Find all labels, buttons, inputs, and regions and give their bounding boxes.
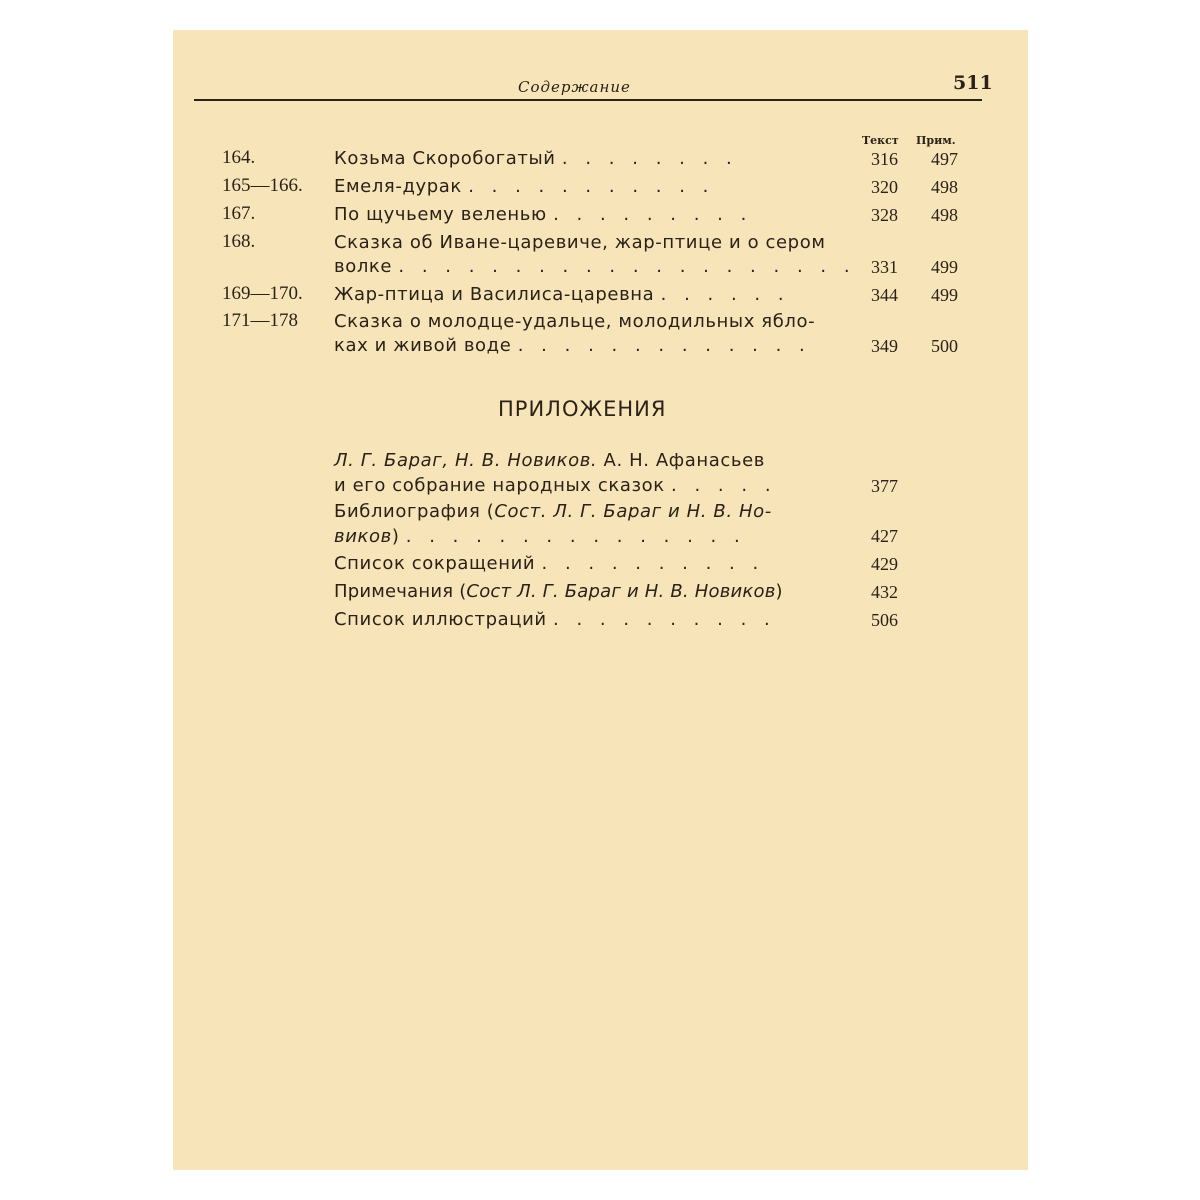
entry-number: 164. [222, 147, 256, 168]
entry-note-page: 500 [931, 336, 958, 356]
appendix-item-line1: Примечания (Сост Л. Г. Бараг и Н. В. Новиков) [334, 581, 783, 602]
appendix-item-line1: Список сокращений . . . . . . . . . . [334, 553, 765, 574]
entry-text-page: 320 [871, 177, 898, 197]
entry-note-page: 498 [931, 205, 958, 225]
appendix-item-line1: Библиография (Сост. Л. Г. Бараг и Н. В. Но- [334, 501, 772, 522]
entry-text-page: 316 [871, 149, 898, 169]
appendix-item-page: 506 [871, 610, 898, 630]
entry-text-page: 331 [871, 257, 898, 277]
appendix-item-page: 432 [871, 582, 898, 602]
entry-number: 165—166. [222, 175, 303, 196]
entry-number: 171—178 [222, 310, 298, 331]
entry-note-page: 499 [931, 257, 958, 277]
appendix-item-page: 429 [871, 554, 898, 574]
page-number: 511 [953, 72, 993, 94]
appendix-heading: ПРИЛОЖЕНИЯ [498, 397, 667, 421]
entry-title: По щучьему веленью . . . . . . . . . [334, 204, 753, 225]
appendix-item-line2: и его собрание народных сказок . . . . . [334, 475, 777, 496]
appendix-item-page: 377 [871, 476, 898, 496]
column-header-notes: Прим. [916, 134, 956, 147]
column-header-text: Текст [862, 134, 899, 147]
entry-text-page: 328 [871, 205, 898, 225]
entry-note-page: 499 [931, 285, 958, 305]
entry-number: 169—170. [222, 283, 303, 304]
entry-title-line2: ках и живой воде . . . . . . . . . . . . . [334, 335, 811, 356]
entry-title: Емеля-дурак . . . . . . . . . . . [334, 176, 715, 197]
appendix-item-line2: виков) . . . . . . . . . . . . . . . [334, 526, 746, 547]
entry-title-line1: Сказка о молодце-удальце, молодильных ябло- [334, 311, 816, 332]
entry-text-page: 344 [871, 285, 898, 305]
appendix-item-line1: Список иллюстраций . . . . . . . . . . [334, 609, 776, 630]
entry-title: Козьма Скоробогатый . . . . . . . . [334, 148, 738, 169]
entry-note-page: 498 [931, 177, 958, 197]
appendix-item-page: 427 [871, 526, 898, 546]
appendix-item-line1: Л. Г. Бараг, Н. В. Новиков. А. Н. Афанасьев [334, 450, 766, 471]
entry-title-line2: волке . . . . . . . . . . . . . . . . . . . . [334, 256, 856, 277]
entry-note-page: 497 [931, 149, 958, 169]
entry-title-line1: Сказка об Иване-царевиче, жар-птице и о сером [334, 232, 826, 253]
entry-number: 168. [222, 231, 256, 252]
entry-text-page: 349 [871, 336, 898, 356]
entry-number: 167. [222, 203, 256, 224]
running-header-title: Содержание [518, 78, 631, 96]
entry-title: Жар-птица и Василиса-царевна . . . . . . [334, 284, 790, 305]
header-rule [194, 99, 982, 101]
